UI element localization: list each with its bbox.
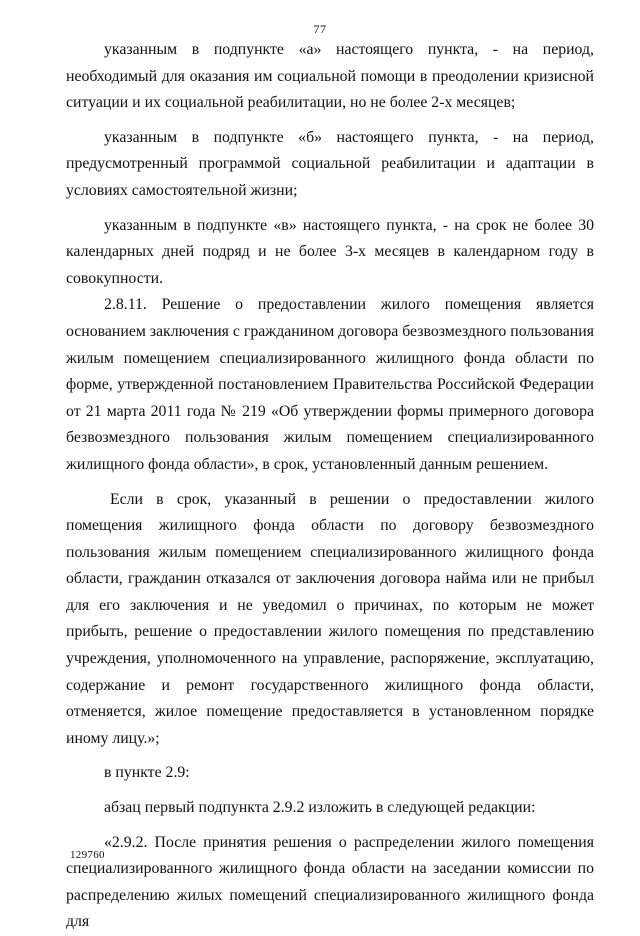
- paragraph-subpoint-v: указанным в подпункте «в» настоящего пункта, - на срок не более 30 календарных дней подряд и не более 3-х месяцев в календарном году в совокупности.: [66, 216, 594, 287]
- paragraph-subpoint-b: указанным в подпункте «б» настоящего пункта, - на период, предусмотренный программой социальной реабилитации и адаптации в условиях самостоятельной жизни;: [66, 128, 594, 199]
- paragraph-point-2-9: в пункте 2.9:: [104, 764, 190, 782]
- paragraph-2-9-2: «2.9.2. После принятия решения о распределении жилого помещения специализированного жилищного фонда области на заседании комиссии по распределению жилых помещений специализированного жилищного фонда для: [66, 833, 594, 931]
- paragraph-subpoint-a: указанным в подпункте «а» настоящего пункта, - на период, необходимый для оказания им социальной помощи в преодолении кризисной ситуации и их социальной реабилитации, но не более 2-х месяцев;: [66, 41, 594, 112]
- document-body: [66, 37, 594, 936]
- paragraph-2-8-11: 2.8.11. Решение о предоставлении жилого помещения является основанием заключения с гражданином договора безвозмездного пользования жилым помещением специализированного жилищного фонда области по форме, утвержденной постановлением Правительства Российской Федерации от 21 марта 2011 года № 219 «Об утверждении формы примерного договора безвозмездного пользования жилым помещением специализированного жилищного фонда области», в срок, установленный данным решением.: [66, 296, 594, 473]
- paragraph-refusal-conditions: Если в срок, указанный в решении о предоставлении жилого помещения жилищного фонда области по договору безвозмездного пользования жилым помещением специализированного жилищного фонда области, гражданин отказался от заключения договора найма или не прибыл для его заключения и не уведомил о причинах, по которым не может прибыть, решение о предоставлении жилого помещения по представлению учреждения, уполномоченного на управление, распоряжение, эксплуатацию, содержание и ремонт государственного жилищного фонда области, отменяется, жилое помещение предоставляется в установленном порядке иному лицу.»;: [66, 490, 594, 747]
- document-code: 129760: [70, 849, 105, 861]
- page-number: 77: [313, 22, 327, 36]
- paragraph-subpoint-2-9-2-intro: абзац первый подпункта 2.9.2 изложить в следующей редакции:: [104, 799, 536, 817]
